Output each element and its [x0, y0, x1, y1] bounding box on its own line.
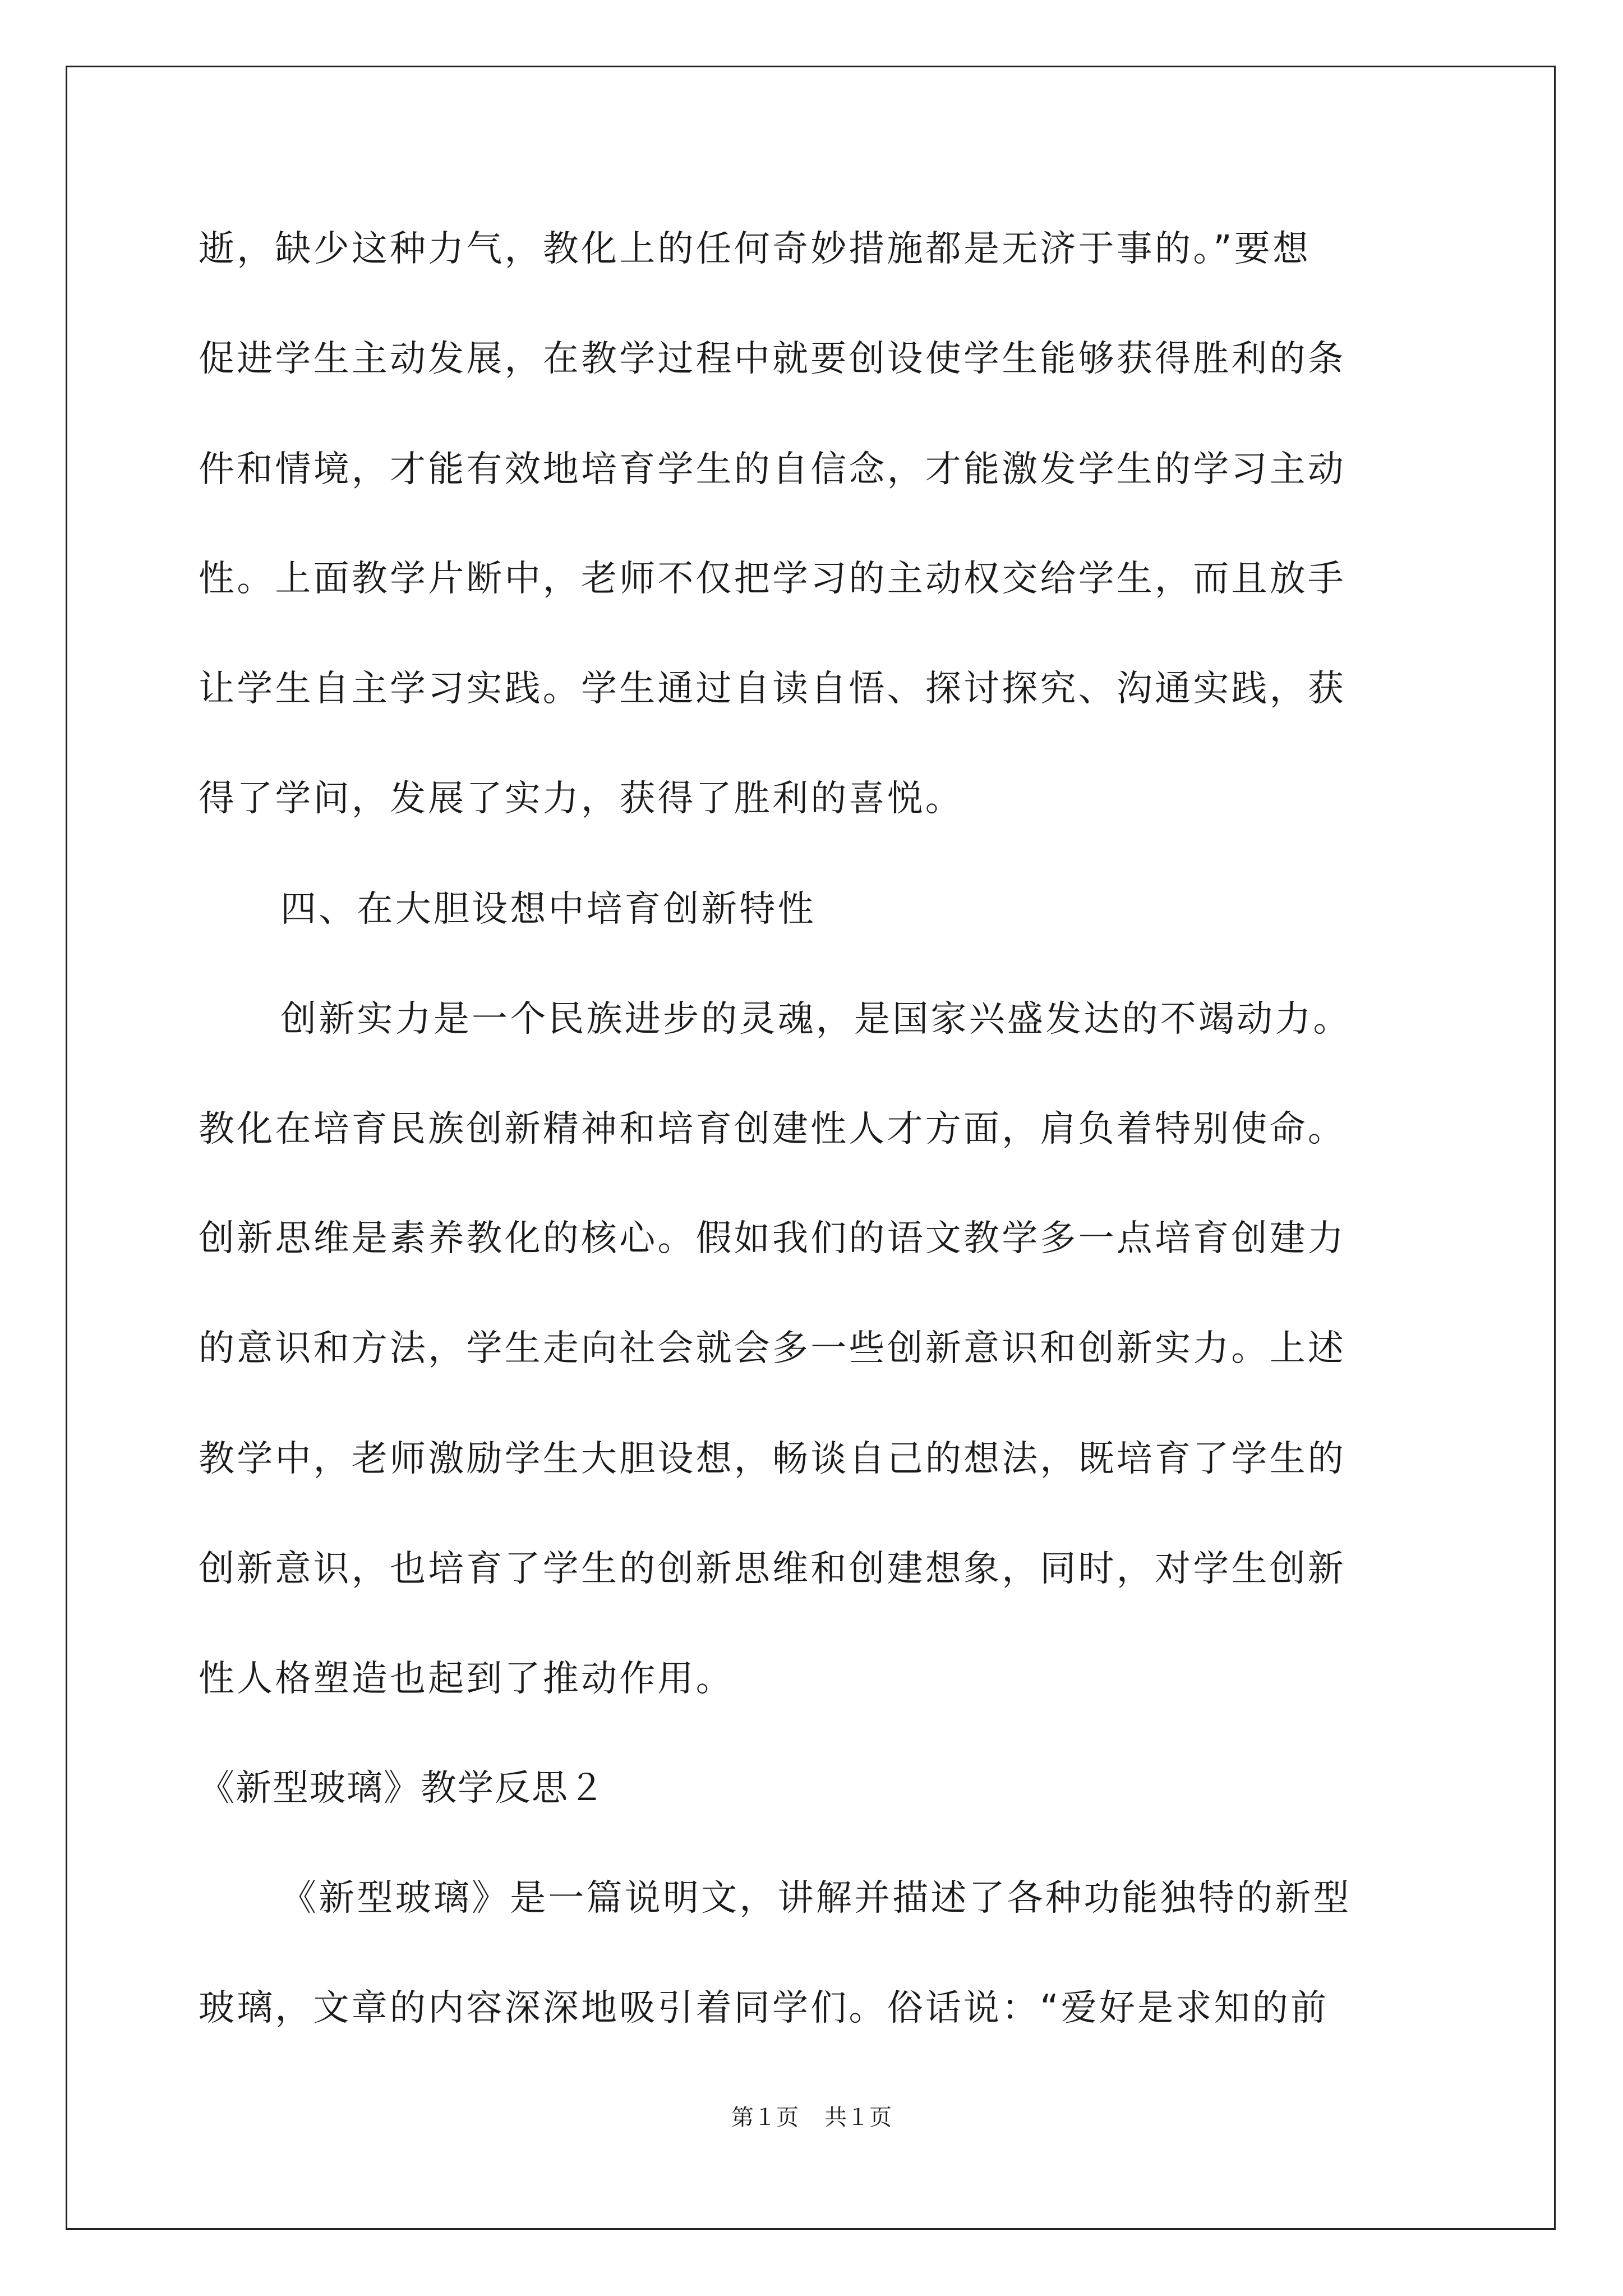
body-text-line: 教学中，老师激励学生大胆设想，畅谈自己的想法，既培育了学生的	[199, 1438, 1346, 1480]
body-text-line: 创新意识，也培育了学生的创新思维和创建想象，同时，对学生创新	[199, 1548, 1346, 1590]
body-text-line: 教化在培育民族创新精神和培育创建性人才方面，肩负着特别使命。	[199, 1108, 1346, 1150]
body-text-line: 的意识和方法，学生走向社会就会多一些创新意识和创新实力。上述	[199, 1328, 1346, 1369]
article-title: 《新型玻璃》教学反思２	[199, 1768, 606, 1809]
page-total: 共１页	[824, 2105, 892, 2131]
body-text-line: 逝，缺少这种力气，教化上的任何奇妙措施都是无济于事的。”要想	[199, 228, 1311, 270]
section-heading: 四、在大胆设想中培育创新特性	[280, 889, 816, 930]
body-text-line: 创新实力是一个民族进步的灵魂，是国家兴盛发达的不竭动力。	[280, 999, 1352, 1040]
body-text-line: 让学生自主学习实践。学生通过自读自悟、探讨探究、沟通实践，获	[199, 668, 1346, 710]
body-text-line: 得了学问，发展了实力，获得了胜利的喜悦。	[199, 778, 963, 820]
body-text-line: 《新型玻璃》是一篇说明文，讲解并描述了各种功能独特的新型	[280, 1878, 1352, 1919]
body-text-line: 玻璃，文章的内容深深地吸引着同学们。俗话说：“爱好是求知的前	[199, 1987, 1329, 2029]
body-text-line: 性人格塑造也起到了推动作用。	[199, 1658, 734, 1700]
body-text-line: 创新思维是素养教化的核心。假如我们的语文教学多一点培育创建力	[199, 1218, 1346, 1259]
page-number: 第１页	[731, 2105, 799, 2131]
page-footer	[0, 2106, 1623, 2129]
body-text-line: 促进学生主动发展，在教学过程中就要创设使学生能够获得胜利的条	[199, 338, 1346, 380]
body-text-line: 性。上面教学片断中，老师不仅把学习的主动权交给学生，而且放手	[199, 558, 1346, 600]
body-text-line: 件和情境，才能有效地培育学生的自信念，才能激发学生的学习主动	[199, 449, 1346, 490]
